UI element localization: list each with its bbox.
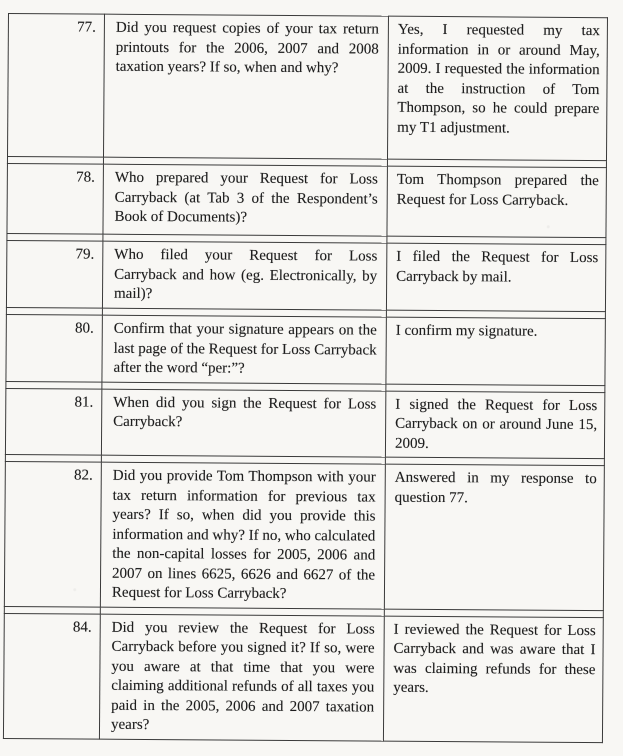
question-number: 81. <box>5 388 101 455</box>
answer-text: I confirm my signature. <box>386 317 605 385</box>
table-row <box>7 14 607 161</box>
question-text: Who filed your Request for Loss Carryback and how (eg. Electronically, by mail)? <box>102 241 386 310</box>
answer-text: Yes, I requested my tax information in or around May, 2009. I requested the information at the instruction of Tom Thompson, so he could prepare my T1 adjustment. <box>387 16 607 161</box>
question-text: When did you sign the Request for Loss Carryback? <box>101 389 385 457</box>
question-text: Who prepared your Request for Loss Carryback (at Tab 3 of the Respondent’s Book of Documents)? <box>103 164 387 236</box>
table-row <box>6 240 605 311</box>
answer-text: Tom Thompson prepared the Request for Loss Carryback. <box>387 166 606 238</box>
answer-text: I reviewed the Request for Loss Carryback and was aware that I was claiming refunds for these years. <box>383 616 603 743</box>
question-number: 80. <box>6 314 102 381</box>
question-number: 84. <box>3 613 100 739</box>
question-text: Did you request copies of your tax return printouts for the 2006, 2007 and 2008 taxation years? If so, when and why? <box>103 14 388 159</box>
examination-qa-table <box>3 13 608 743</box>
table-row <box>3 613 603 742</box>
answer-text: I signed the Request for Loss Carryback on or around June 15, 2009. <box>385 391 604 459</box>
question-number: 77. <box>7 14 104 158</box>
table-row <box>6 314 605 385</box>
question-text: Did you provide Tom Thompson with your tax return information for previous tax years? If so, when did you provide this information and why? If no, who calculated the non-capital losses for 2005, 2006 and 2007 on lines 6625, 6626 and 6627 of the Request for Loss Carryback? <box>100 462 385 608</box>
qa-table-body <box>3 14 607 743</box>
table-row <box>5 388 604 459</box>
answer-text: Answered in my response to question 77. <box>384 464 604 610</box>
question-number: 82. <box>4 461 101 606</box>
question-number: 79. <box>6 240 102 308</box>
question-text: Did you review the Request for Loss Carryback before you signed it? If so, were you aware at that time that you were claiming additional refunds of all taxes you paid in the 2005, 2006 and 2007 taxation years? <box>99 614 384 741</box>
answer-text: I filed the Request for Loss Carryback by mail. <box>386 243 605 312</box>
question-number: 78. <box>7 163 103 234</box>
table-row <box>4 461 604 610</box>
question-text: Confirm that your signature appears on the last page of the Request for Loss Carryback after the word “per:”? <box>102 315 386 383</box>
table-row <box>7 163 606 237</box>
